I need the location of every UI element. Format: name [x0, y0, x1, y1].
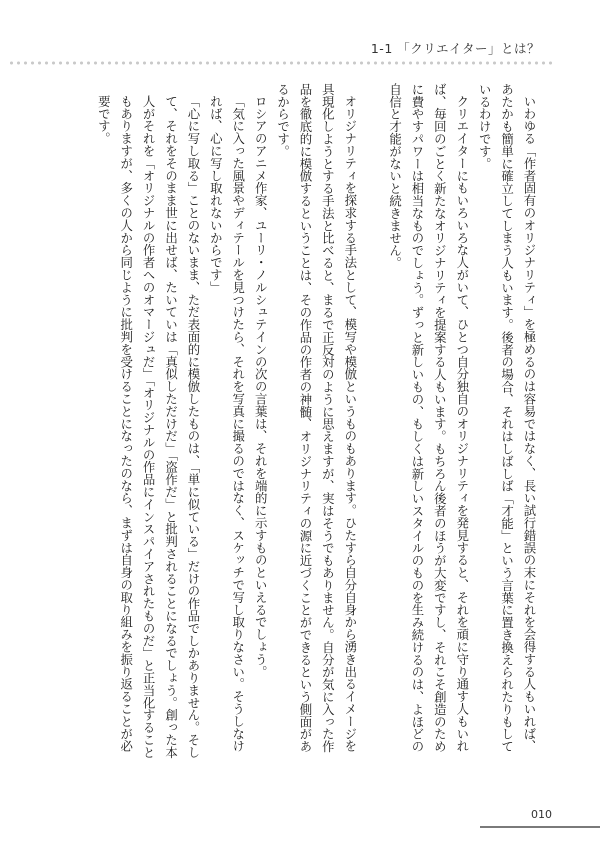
page-number: 010: [531, 808, 552, 821]
body-text: [58, 83, 540, 763]
paragraph: 「心に写し取る」ことのないまま、ただ表面的に模倣したものは、「単に似ている」だけの作品でしかありません。そして、それをそのまま世に出せば、たいていは「真似しただけだ」「盗作だ」と批判されることになるでしょう。創った本人がそれを「オリジナルの作者へのオマージュだ」「オリジナルの作品にインスパイアされたものだ」と正当化することもありますが、多くの人から同じように批判を受けることになったのなら、まずは自身の取り組みを振り返ることが必要です。: [96, 95, 201, 759]
paragraph: オリジナリティを探求する手法として、模写や模倣というものもあります。ひたすら自分自身から湧き出るイメージを具現化しようとする手法と比べると、まるで正反対のように思えますが、実はそうでもありません。自分が気に入った作品を徹底的に模倣するということは、その作品の作者の神髄、オリジナリティの源に近づくことができるという側面があるからです。: [275, 83, 358, 753]
section-header: 1-1 「クリエイター」とは？: [370, 41, 540, 56]
quotation: 「気に入った風景やディテールを見つけたら、それを写真に撮るのではなく、スケッチで写し取りなさい。そうしなければ、心に写し取れないからです」: [208, 95, 246, 753]
dotted-rule-divider: [8, 61, 555, 65]
paragraph: いわゆる「作者固有のオリジナリティ」を極めるのは容易ではなく、長い試行錯誤の末にそれを会得する人もいれば、あたかも簡単に確立してしまう人もいます。後者の場合、それはしばしば「才能」という言葉に置き換えられたりもしているわけです。: [477, 83, 537, 753]
paragraph: ロシアのアニメ作家、ユーリ・ノルシュテインの次の言葉は、それを端的に示すものといえるでしょう。: [253, 95, 269, 679]
paragraph: クリエイターにもいろいろな人がいて、ひとつ自分独自のオリジナリティを発見すると、それを頑に守り通す人もいれば、毎回のごとく新たなオリジナリティを提案する人もいます。もちろん後者のほうが大変ですし、それこそ創造のために費やすパワーは相当なものでしょう。ずっと新しいもの、もしくは新しいスタイルのものを生み続けるのは、よほどの自信と才能がないと続きません。: [387, 83, 470, 753]
page-number-bar: [480, 826, 600, 828]
